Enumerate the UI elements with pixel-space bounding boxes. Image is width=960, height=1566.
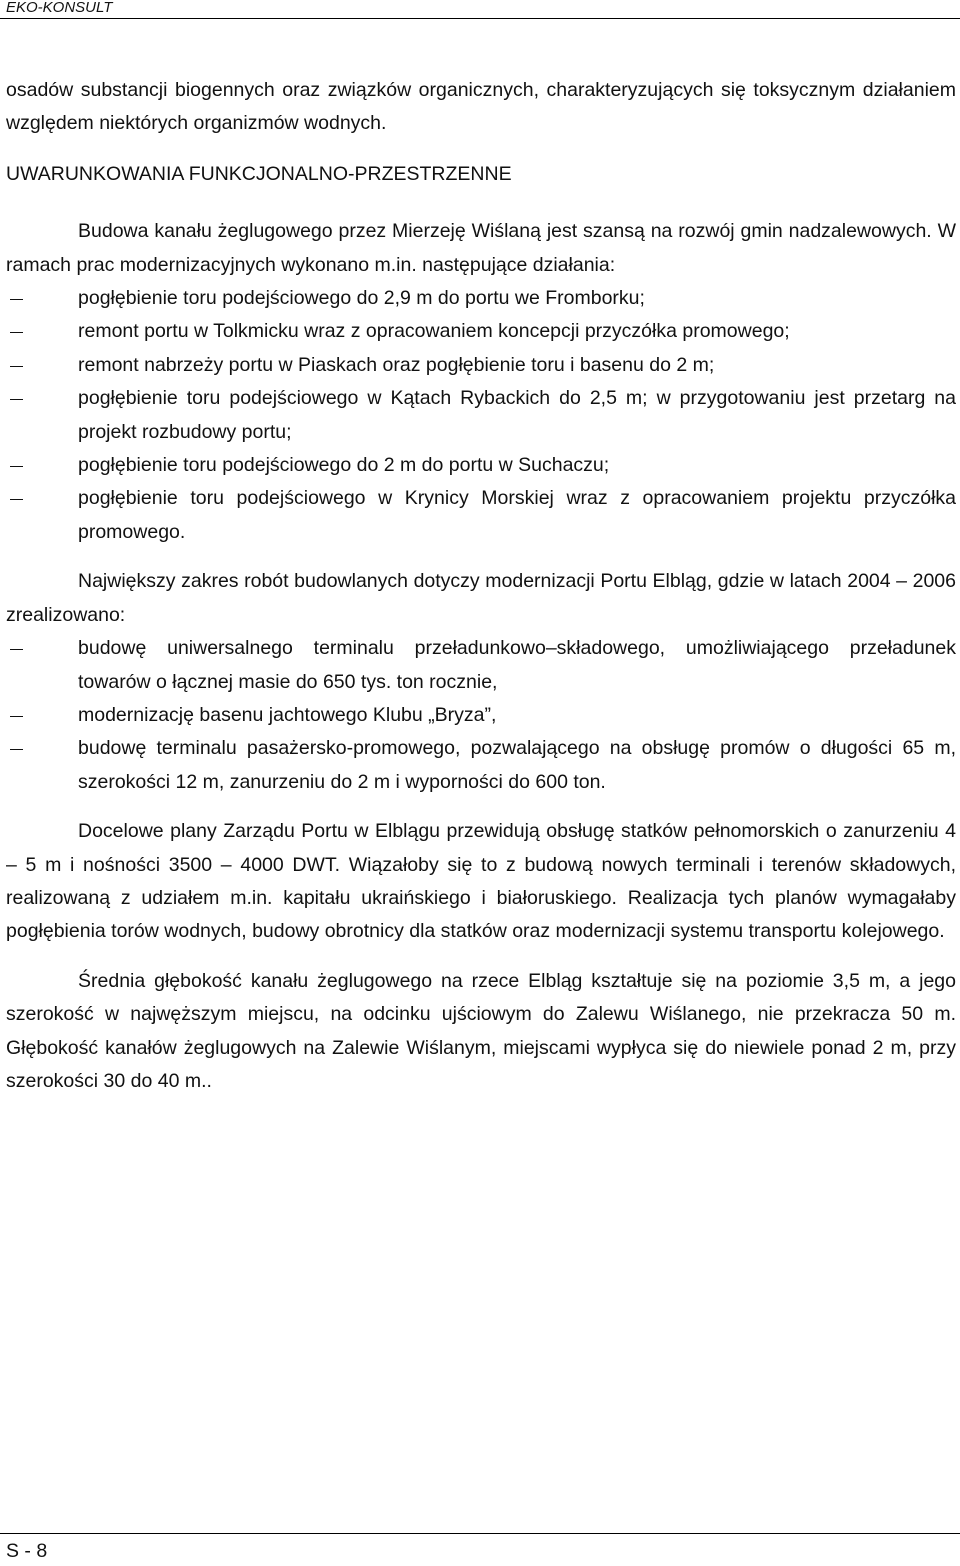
list-item-text: remont nabrzeży portu w Piaskach oraz pogłębienie toru i basenu do 2 m;	[78, 353, 715, 376]
list-item	[6, 449, 956, 482]
list-item-text: pogłębienie toru podejściowego do 2 m do portu w Suchaczu;	[78, 454, 610, 477]
elblag-works-list	[6, 632, 956, 799]
paragraph-2: Największy zakres robót budowlanych dotyczy modernizacji Portu Elbląg, gdzie w latach 2004 – 2006 zrealizowano:	[6, 570, 956, 626]
list-item-text: budowę uniwersalnego terminalu przeładunkowo–składowego, umożliwiającego przeładunek towarów o łącznej masie do 650 tys. ton rocznie,	[78, 637, 956, 693]
page-footer	[0, 1533, 960, 1566]
list-item	[6, 699, 956, 732]
list-item	[6, 382, 956, 449]
dash-bullet-icon	[10, 466, 23, 467]
page-number: S - 8	[6, 1540, 48, 1562]
list-item-text: pogłębienie toru podejściowego do 2,9 m do portu we Fromborku;	[78, 287, 645, 310]
list-item	[6, 282, 956, 315]
paragraph-1: Budowa kanału żeglugowego przez Mierzeję Wiślaną jest szansą na rozwój gmin nadzalewowych. W ramach prac modernizacyjnych wykonano m.in. następujące działania:	[6, 220, 956, 276]
intro-paragraph: osadów substancji biogennych oraz związków organicznych, charakteryzujących się toksycznym działaniem względem niektórych organizmów wodnych.	[6, 79, 956, 135]
works-list	[6, 282, 956, 549]
paragraph-3: Docelowe plany Zarządu Portu w Elblągu przewidują obsługę statków pełnomorskich o zanurzeniu 4 – 5 m i nośności 3500 – 4000 DWT. Wiązałoby się to z budową nowych terminali i terenów składowych, realizowaną z udziałem m.in. kapitału ukraińskiego i białoruskiego. Realizacja tych planów wymagałaby pogłębienia torów wodnych, budowy obrotnicy dla statków oraz modernizacji systemu transportu kolejowego.	[6, 820, 956, 943]
list-item-text: budowę terminalu pasażersko-promowego, pozwalającego na obsługę promów o długości 65 m, szerokości 12 m, zanurzeniu do 2 m i wyporności do 600 ton.	[78, 737, 956, 793]
list-item	[6, 349, 956, 382]
list-item-text: pogłębienie toru podejściowego w Krynicy Morskiej wraz z opracowaniem projektu przyczółka promowego.	[78, 487, 956, 543]
dash-bullet-icon	[10, 749, 23, 750]
paragraph-4: Średnia głębokość kanału żeglugowego na rzece Elbląg kształtuje się na poziomie 3,5 m, a jego szerokość w najwęższym miejscu, na odcinku ujściowym do Zalewu Wiślanego, nie przekracza 50 m. Głębokość kanałów żeglugowych na Zalewie Wiślanym, miejscami wypłyca się do niewiele ponad 2 m, przy szerokości 30 do 40 m..	[6, 969, 956, 1092]
list-item-text: remont portu w Tolkmicku wraz z opracowaniem koncepcji przyczółka promowego;	[78, 320, 790, 343]
list-item	[6, 632, 956, 699]
dash-bullet-icon	[10, 499, 23, 500]
dash-bullet-icon	[10, 649, 23, 650]
dash-bullet-icon	[10, 332, 23, 333]
list-item	[6, 315, 956, 348]
dash-bullet-icon	[10, 399, 23, 400]
list-item-text: pogłębienie toru podejściowego w Kątach Rybackich do 2,5 m; w przygotowaniu jest przetarg na projekt rozbudowy portu;	[78, 387, 956, 443]
dash-bullet-icon	[10, 716, 23, 717]
list-item-text: modernizację basenu jachtowego Klubu „Bryza”,	[78, 703, 497, 726]
dash-bullet-icon	[10, 366, 23, 367]
section-heading: UWARUNKOWANIA FUNKCJONALNO-PRZESTRZENNE	[6, 162, 512, 185]
page-header	[0, 0, 960, 19]
company-name: EKO-KONSULT	[6, 0, 113, 16]
document-body	[6, 74, 956, 1098]
list-item	[6, 732, 956, 799]
list-item	[6, 482, 956, 549]
dash-bullet-icon	[10, 299, 23, 300]
